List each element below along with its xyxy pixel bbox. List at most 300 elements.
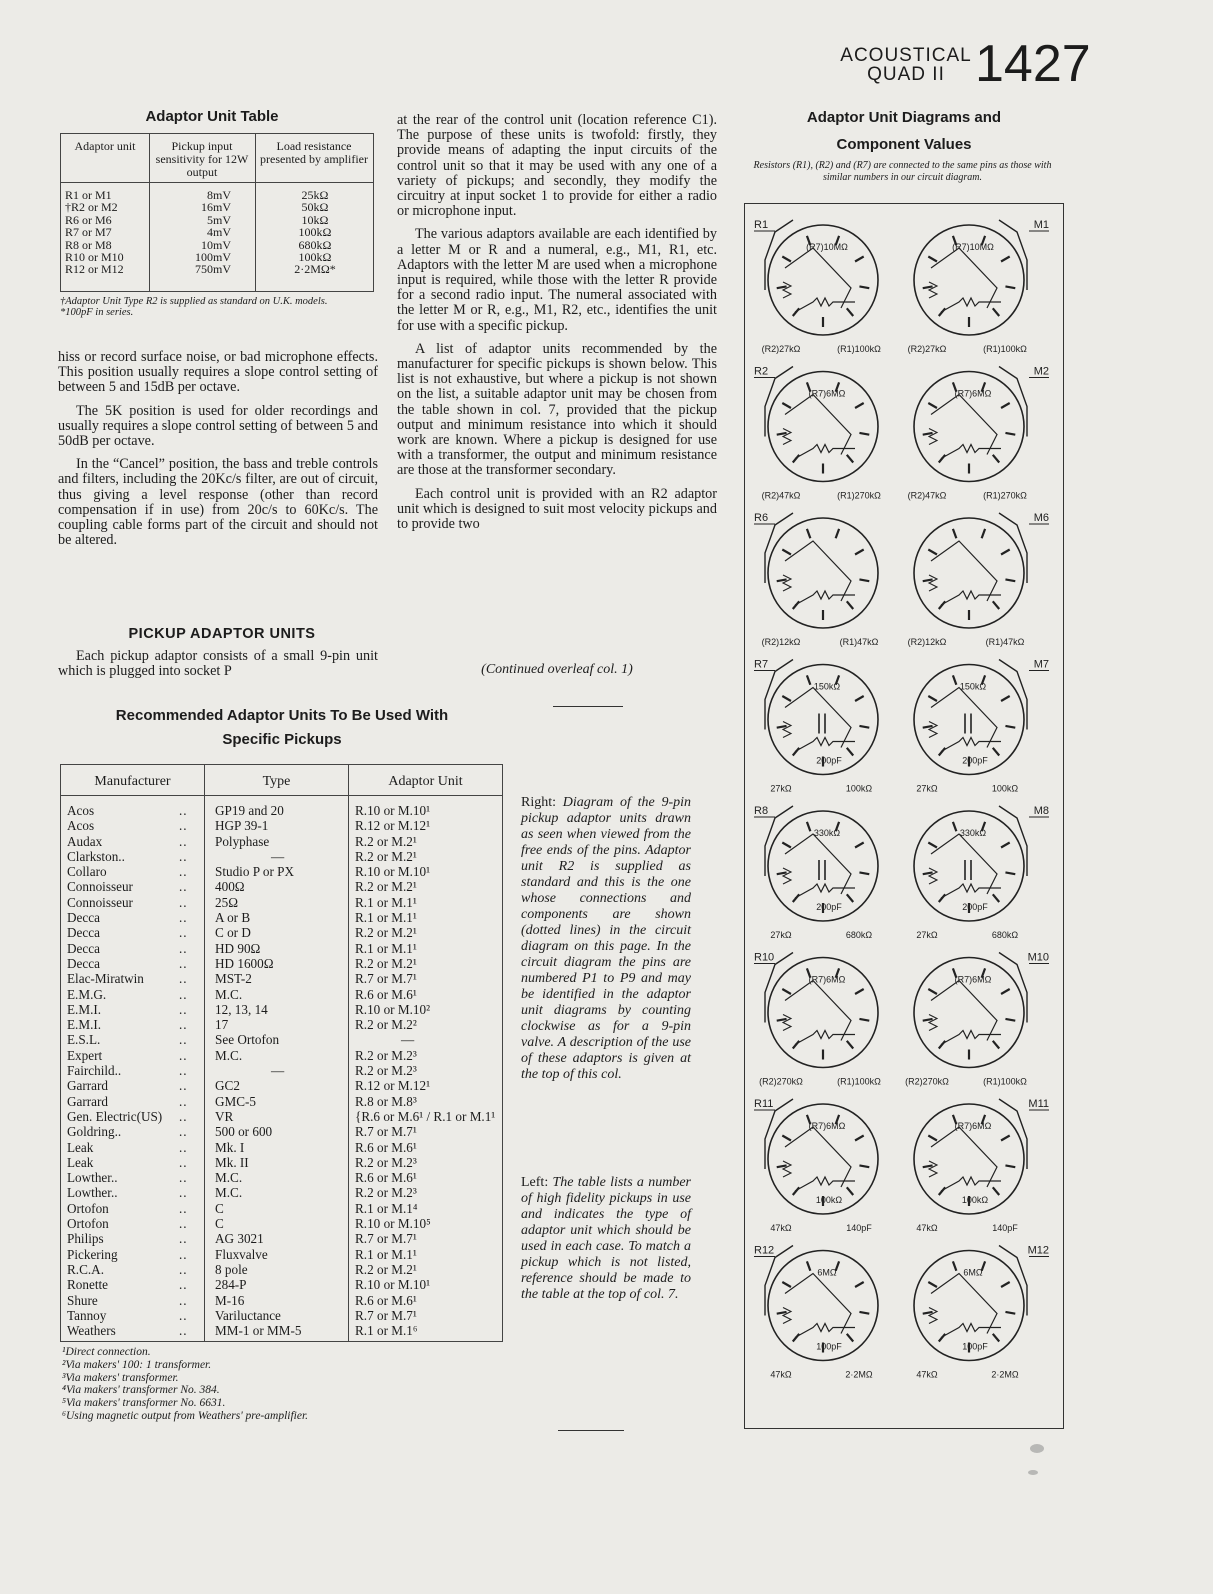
adaptor-pin bbox=[1005, 1312, 1015, 1314]
leader-dots: .. bbox=[179, 818, 188, 834]
adaptor-pin bbox=[939, 601, 945, 609]
table-row bbox=[61, 987, 502, 1002]
table-cell: R.2 or M.2³ bbox=[355, 1047, 417, 1063]
table-row bbox=[61, 941, 502, 956]
paragraph: Each pickup adaptor consists of a small 9-pin unit which is plugged into socket P bbox=[58, 648, 378, 680]
resistor-symbol bbox=[941, 738, 1001, 752]
table-cell: M.C. bbox=[215, 1185, 243, 1201]
component-value: (R1)270kΩ bbox=[983, 490, 1027, 501]
component-value: (R1)100kΩ bbox=[983, 1076, 1027, 1087]
leader-dots: .. bbox=[179, 1124, 188, 1140]
table-cell: 680kΩ bbox=[298, 237, 332, 252]
table-cell: 16mV bbox=[201, 200, 231, 215]
table-row bbox=[61, 956, 502, 971]
diagram-stroke bbox=[999, 660, 1027, 730]
component-value: 27kΩ bbox=[916, 783, 938, 794]
component-value: (R2)12kΩ bbox=[907, 637, 947, 647]
table-cell: HGP 39-1 bbox=[215, 818, 269, 834]
caption-right bbox=[521, 795, 691, 1083]
paragraph: Each control unit is provided with an R2 adaptor unit which is designed to suit most velocity pickups and to provide two bbox=[397, 485, 717, 533]
table-cell: R.1 or M.1⁴ bbox=[355, 1200, 418, 1216]
table-cell: R.8 or M.8³ bbox=[355, 1093, 417, 1109]
component-value: (R1)47kΩ bbox=[839, 637, 879, 647]
adaptor-pin bbox=[928, 1136, 937, 1141]
adaptor-pin bbox=[836, 529, 839, 538]
table-cell: Leak bbox=[67, 1154, 94, 1170]
adaptor-pin bbox=[939, 1334, 945, 1342]
recommended-table-title bbox=[62, 704, 502, 752]
adaptor-pin bbox=[939, 455, 945, 463]
footnote: ¹Direct connection. bbox=[62, 1346, 151, 1358]
adaptor-pin bbox=[793, 308, 799, 316]
adaptor-pin bbox=[923, 872, 933, 874]
resistor-symbol bbox=[795, 298, 855, 312]
table-cell: VR bbox=[215, 1108, 234, 1124]
adaptor-pin bbox=[782, 403, 791, 408]
table-row bbox=[61, 818, 502, 833]
adaptor-pin bbox=[855, 257, 864, 262]
leader-dots: .. bbox=[179, 1170, 188, 1186]
diagram-stroke bbox=[999, 1099, 1027, 1169]
table-row bbox=[61, 895, 502, 910]
leader-dots: .. bbox=[179, 1292, 188, 1308]
component-value: 140pF bbox=[846, 1223, 872, 1233]
adaptor-pin bbox=[807, 1261, 810, 1270]
column-1-text bbox=[58, 350, 378, 556]
component-value: (R7)6MΩ bbox=[954, 1121, 992, 1131]
leader-dots: .. bbox=[179, 1001, 188, 1017]
component-value: 47kΩ bbox=[770, 1223, 792, 1233]
table-cell: R.6 or M.6¹ bbox=[355, 1139, 417, 1155]
table-cell: 2·2MΩ* bbox=[294, 262, 336, 277]
resistor-symbol bbox=[783, 1308, 791, 1324]
table-row bbox=[61, 1032, 502, 1047]
component-value: (R2)47kΩ bbox=[907, 490, 947, 501]
title-line: Recommended Adaptor Units To Be Used With bbox=[115, 707, 449, 724]
diagrams-title bbox=[744, 104, 1064, 158]
divider bbox=[553, 706, 623, 707]
table-cell: Lowther.. bbox=[67, 1185, 118, 1201]
table-cell: GC2 bbox=[215, 1078, 240, 1094]
adaptor-pin bbox=[859, 286, 869, 288]
adaptor-pin bbox=[847, 1041, 853, 1049]
table-cell: R.7 or M.7¹ bbox=[355, 1307, 417, 1323]
table-cell: E.M.I. bbox=[67, 1017, 102, 1033]
table-cell: 17 bbox=[215, 1017, 229, 1033]
leader-dots: .. bbox=[179, 803, 188, 818]
component-value: 330kΩ bbox=[813, 828, 841, 838]
component-value: 100kΩ bbox=[815, 1195, 843, 1205]
leader-dots: .. bbox=[179, 894, 188, 910]
leader-dots: .. bbox=[179, 1323, 188, 1339]
adaptor-pin bbox=[1001, 550, 1010, 555]
table-cell: M.C. bbox=[215, 986, 243, 1002]
adaptor-pin bbox=[793, 1041, 799, 1049]
component-value: (R7)6MΩ bbox=[808, 388, 846, 399]
diagram-unit-label: M6 bbox=[1033, 512, 1049, 524]
adaptor-pin bbox=[782, 1136, 791, 1141]
adaptor-pin bbox=[923, 1312, 933, 1314]
adaptor-pin bbox=[939, 1187, 945, 1195]
adaptor-pin bbox=[793, 748, 799, 756]
component-value: 47kΩ bbox=[770, 1369, 792, 1380]
diagram-stroke bbox=[999, 220, 1027, 290]
table-cell: 750mV bbox=[195, 262, 231, 277]
paragraph: at the rear of the control unit (location reference C1). The purpose of these units is twofold: firstly, they provide means of adapting the input circuits of the control unit so that it may be used with any one of a variety of pickups; and secondly, they modify the circuitry at input socket 1 to provide for either a radio or microphone input. bbox=[397, 112, 717, 220]
adaptor-pin bbox=[928, 550, 937, 555]
adaptor-pin bbox=[859, 872, 869, 874]
table-cell: Mk. II bbox=[215, 1154, 249, 1170]
adaptor-pin bbox=[1001, 257, 1010, 262]
adaptor-pin bbox=[855, 696, 864, 701]
table-cell: E.S.L. bbox=[67, 1032, 101, 1048]
table-row bbox=[61, 1323, 502, 1338]
adaptor-pin bbox=[928, 257, 937, 262]
leader-dots: .. bbox=[179, 1017, 188, 1033]
table-cell: C or D bbox=[215, 925, 251, 941]
adaptor-pin bbox=[1001, 403, 1010, 408]
table-cell: Connoisseur bbox=[67, 894, 133, 910]
component-value: (R2)27kΩ bbox=[907, 344, 947, 354]
adaptor-pin bbox=[1005, 1165, 1015, 1167]
table-cell: R.10 or M.10¹ bbox=[355, 803, 431, 818]
diagram-stroke bbox=[999, 367, 1027, 437]
table-cell: Expert bbox=[67, 1047, 103, 1063]
adaptor-pin bbox=[782, 550, 791, 555]
adaptor-pin bbox=[847, 1334, 853, 1342]
adaptor-pin bbox=[928, 403, 937, 408]
diagram-unit-label: R11 bbox=[754, 1098, 774, 1110]
table-cell: 50kΩ bbox=[301, 200, 329, 215]
component-value: 200pF bbox=[816, 902, 842, 912]
table-row bbox=[61, 1017, 502, 1032]
component-value: (R7)6MΩ bbox=[954, 974, 992, 985]
table-row bbox=[61, 1277, 502, 1292]
table-cell: Polyphase bbox=[215, 833, 270, 849]
table-cell: Decca bbox=[67, 925, 100, 941]
table-cell: †R2 or M2 bbox=[65, 200, 118, 215]
paragraph: A list of adaptor units recommended by the manufacturer for specific pickups is shown below. This list is not exhaustive, but where a pickup is not shown on the list, a suitable adaptor unit may be chosen from the table shown in col. 7, provided that the pickup output and minimum resistance into which it should work are known. Where a pickup is designed for use with a transformer, the output and minimum resistance are those at the transformer secondary. bbox=[397, 340, 717, 479]
table-note: *100pF in series. bbox=[60, 307, 134, 318]
table-cell: R.6 or M.6¹ bbox=[355, 1170, 417, 1186]
component-value: 150kΩ bbox=[959, 681, 987, 692]
adaptor-pin bbox=[793, 455, 799, 463]
diagram-unit-label: R10 bbox=[754, 951, 775, 964]
table-cell: HD 1600Ω bbox=[215, 955, 274, 971]
resistor-symbol bbox=[795, 738, 855, 752]
table-cell: R7 or M7 bbox=[65, 225, 112, 240]
adaptor-pin bbox=[782, 696, 791, 701]
table-cell: Ortofon bbox=[67, 1200, 109, 1216]
table-cell: R8 or M8 bbox=[65, 237, 112, 252]
table-note: †Adaptor Unit Type R2 is supplied as standard on U.K. models. bbox=[60, 296, 328, 307]
component-value: 27kΩ bbox=[916, 930, 938, 940]
adaptor-pin bbox=[939, 748, 945, 756]
page-number: 1427 bbox=[975, 35, 1091, 93]
table-row bbox=[61, 1293, 502, 1308]
adaptor-pin bbox=[993, 748, 999, 756]
table-row bbox=[61, 1201, 502, 1216]
adaptor-pin bbox=[993, 601, 999, 609]
diagram-stroke bbox=[999, 806, 1027, 876]
adaptor-pin bbox=[777, 1165, 787, 1167]
table-cell: Decca bbox=[67, 910, 100, 926]
table-row bbox=[61, 1048, 502, 1063]
diagram-unit-label: R1 bbox=[754, 219, 769, 231]
component-value: (R2)47kΩ bbox=[761, 490, 801, 501]
resistor-symbol bbox=[941, 884, 1001, 898]
adaptor-pin bbox=[928, 989, 937, 994]
table-cell: HD 90Ω bbox=[215, 940, 261, 956]
leader-dots: .. bbox=[179, 1047, 188, 1063]
resistor-symbol bbox=[783, 429, 791, 445]
component-value: (R7)6MΩ bbox=[808, 974, 846, 985]
table-cell: R.10 or M.10² bbox=[355, 1001, 431, 1017]
adaptor-pin bbox=[847, 601, 853, 609]
adaptor-pin bbox=[777, 286, 787, 288]
table-row bbox=[61, 1216, 502, 1231]
adaptor-pin bbox=[859, 579, 869, 581]
component-value: 47kΩ bbox=[916, 1369, 938, 1380]
table-column-load bbox=[275, 189, 355, 276]
diagram-unit-label: M8 bbox=[1033, 805, 1049, 817]
leader-dots: .. bbox=[179, 925, 188, 941]
leader-dots: .. bbox=[179, 833, 188, 849]
resistor-symbol bbox=[941, 445, 1001, 459]
adaptor-pin bbox=[793, 1187, 799, 1195]
table-row bbox=[61, 910, 502, 925]
leader-dots: .. bbox=[179, 1032, 188, 1048]
leader-dots: .. bbox=[179, 879, 188, 895]
table-row bbox=[61, 1078, 502, 1093]
resistor-symbol bbox=[929, 575, 937, 591]
adaptor-pin bbox=[777, 433, 787, 435]
table-cell: M-16 bbox=[215, 1292, 245, 1308]
component-value: 330kΩ bbox=[959, 828, 987, 838]
resistor-symbol bbox=[929, 1161, 937, 1177]
component-value: (R1)100kΩ bbox=[837, 344, 881, 354]
table-cell: Garrard bbox=[67, 1093, 108, 1109]
table-cell: Decca bbox=[67, 940, 100, 956]
component-value: 2·2MΩ bbox=[845, 1369, 873, 1380]
component-value: 200pF bbox=[962, 902, 988, 912]
adaptor-pin bbox=[807, 529, 810, 538]
resistor-symbol bbox=[941, 1324, 1001, 1338]
component-value: 680kΩ bbox=[991, 930, 1019, 940]
diagrams-frame bbox=[744, 203, 1064, 1429]
paragraph: The various adaptors available are each identified by a letter M or R and a numeral, e.g., M1, R1, etc. Adaptors with the letter M are used when a microphone input is required, while those with the letter R provide for a second radio input. The numeral associated with the letter M or R, e.g., M1, R2, etc., identifies the unit for use with a specific pickup. bbox=[397, 226, 717, 334]
diagram-stroke bbox=[999, 953, 1027, 1023]
table-header-adaptor-unit: Adaptor Unit bbox=[388, 774, 463, 789]
table-cell: C bbox=[215, 1216, 224, 1232]
table-cell: R.10 or M.10⁵ bbox=[355, 1216, 431, 1232]
adaptor-pin bbox=[953, 529, 956, 538]
footnote: ⁴Via makers' transformer No. 384. bbox=[62, 1384, 220, 1397]
component-value: 6MΩ bbox=[963, 1267, 983, 1278]
table-cell: Mk. I bbox=[215, 1139, 245, 1155]
resistor-symbol bbox=[929, 868, 937, 884]
diagram-stroke bbox=[999, 513, 1027, 583]
adaptor-diagrams bbox=[745, 204, 1063, 1428]
resistor-symbol bbox=[795, 1031, 855, 1045]
resistor-symbol bbox=[795, 1177, 855, 1191]
component-value: 100kΩ bbox=[991, 783, 1019, 794]
adaptor-pin bbox=[1005, 286, 1015, 288]
leader-dots: .. bbox=[179, 940, 188, 956]
table-cell: E.M.I. bbox=[67, 1001, 102, 1017]
table-cell: R.10 or M.10¹ bbox=[355, 864, 431, 880]
caption-left bbox=[521, 1175, 691, 1303]
adaptor-pin bbox=[847, 308, 853, 316]
resistor-symbol bbox=[929, 722, 937, 738]
table-cell: Garrard bbox=[67, 1078, 108, 1094]
adaptor-pin bbox=[939, 894, 945, 902]
diagram-unit-label: M7 bbox=[1033, 658, 1049, 671]
adaptor-pin bbox=[782, 1282, 791, 1287]
diagrams-subtitle: Resistors (R1), (R2) and (R7) are connected to the same pins as those with similar numbers in our circuit diagram. bbox=[753, 160, 1052, 183]
adaptor-pin bbox=[928, 843, 937, 848]
table-cell: — bbox=[271, 1063, 285, 1079]
resistor-symbol bbox=[783, 1161, 791, 1177]
table-cell: M.C. bbox=[215, 1170, 243, 1186]
resistor-symbol bbox=[795, 1324, 855, 1338]
table-cell: 284-P bbox=[215, 1277, 247, 1293]
adaptor-pin bbox=[782, 989, 791, 994]
leader-dots: .. bbox=[179, 1307, 188, 1323]
table-row bbox=[61, 1140, 502, 1155]
column-2-text bbox=[397, 113, 717, 540]
component-value: 2·2MΩ bbox=[991, 1369, 1019, 1380]
component-value: 100pF bbox=[962, 1341, 988, 1352]
adaptor-pin bbox=[923, 1165, 933, 1167]
table-row bbox=[61, 834, 502, 849]
adaptor-pin bbox=[1005, 1019, 1015, 1021]
resistor-symbol bbox=[941, 298, 1001, 312]
table-cell: Acos bbox=[67, 803, 95, 818]
table-header-sensitivity: Pickup input sensitivity for 12W output bbox=[155, 139, 249, 179]
leader-dots: .. bbox=[179, 848, 188, 864]
diagram-stroke bbox=[999, 1246, 1027, 1316]
leader-dots: .. bbox=[179, 955, 188, 971]
table-cell: C bbox=[215, 1200, 224, 1216]
table-cell: Lowther.. bbox=[67, 1170, 118, 1186]
adaptor-pin bbox=[777, 579, 787, 581]
adaptor-pin bbox=[923, 1019, 933, 1021]
table-cell: R.12 or M.12¹ bbox=[355, 1078, 431, 1094]
diagram-unit-label: M11 bbox=[1028, 1098, 1049, 1110]
table-cell: 8mV bbox=[207, 188, 231, 202]
table-cell: Decca bbox=[67, 955, 100, 971]
table-cell: MM-1 or MM-5 bbox=[215, 1323, 302, 1339]
component-value: (R2)27kΩ bbox=[761, 344, 801, 354]
table-cell: R.1 or M.1¹ bbox=[355, 940, 417, 956]
adaptor-unit-table bbox=[60, 133, 374, 292]
table-cell: GMC-5 bbox=[215, 1093, 257, 1109]
scan-speck bbox=[1028, 1470, 1038, 1475]
adaptor-pin bbox=[859, 1312, 869, 1314]
adaptor-pin bbox=[1001, 1136, 1010, 1141]
table-cell: 500 or 600 bbox=[215, 1124, 273, 1140]
adaptor-pin bbox=[993, 894, 999, 902]
caption-text: Diagram of the 9-pin pickup adaptor units drawn as seen when viewed from the free ends of the pins. Adaptor unit R2 is supplied as standard and this is the one whose connections and components are shown (dotted lines) in the circuit diagram on this page. In the circuit diagram the pins are numbered P1 to P9 and may be identified in the adaptor unit diagrams by counting clockwise as for a 9-pin valve. A description of the use of these adaptors is given at the top of this col. bbox=[521, 795, 691, 1082]
component-value: 100pF bbox=[816, 1341, 842, 1352]
table-cell: Fluxvalve bbox=[215, 1246, 268, 1262]
leader-dots: .. bbox=[179, 1139, 188, 1155]
table-cell: M.C. bbox=[215, 1047, 243, 1063]
component-value: 100kΩ bbox=[961, 1195, 989, 1205]
table-row bbox=[61, 1063, 502, 1078]
adaptor-pin bbox=[1001, 1282, 1010, 1287]
leader-dots: .. bbox=[179, 986, 188, 1002]
table-cell: Clarkston.. bbox=[67, 848, 125, 864]
leader-dots: .. bbox=[179, 1277, 188, 1293]
continued-note: (Continued overleaf col. 1) bbox=[481, 662, 633, 677]
table-cell: 4mV bbox=[207, 225, 231, 240]
diagram-unit-label: R7 bbox=[754, 658, 769, 671]
table-cell: Gen. Electric(US) bbox=[67, 1108, 163, 1124]
resistor-symbol bbox=[783, 1015, 791, 1031]
adaptor-pin bbox=[923, 286, 933, 288]
adaptor-pin bbox=[855, 403, 864, 408]
table-cell: Variluctance bbox=[215, 1307, 281, 1323]
table-row bbox=[61, 864, 502, 879]
caption-text: The table lists a number of high fidelity pickups in use and indicates the type of adaptor unit which should be used in each case. To match a pickup which is not listed, reference should be made to the table at the top of col. 7. bbox=[521, 1175, 691, 1302]
caption-lead: Left: bbox=[521, 1175, 549, 1190]
component-value: 200pF bbox=[816, 755, 842, 766]
brand-name: ACOUSTICAL QUAD II bbox=[840, 45, 972, 85]
adaptor-pin bbox=[993, 308, 999, 316]
adaptor-pin bbox=[855, 1282, 864, 1287]
adaptor-pin bbox=[855, 989, 864, 994]
adaptor-pin bbox=[782, 257, 791, 262]
footnote: ⁵Via makers' transformer No. 6631. bbox=[62, 1397, 226, 1410]
adaptor-pin bbox=[777, 1312, 787, 1314]
paragraph: The 5K position is used for older recordings and usually requires a slope control setting of between 5 and 50dB per octave. bbox=[58, 402, 378, 450]
table-cell: Ronette bbox=[67, 1277, 109, 1293]
table-row bbox=[61, 1002, 502, 1017]
adaptor-pin bbox=[993, 1187, 999, 1195]
adaptor-pin bbox=[777, 726, 787, 728]
adaptor-pin bbox=[1001, 696, 1010, 701]
table-cell: A or B bbox=[215, 910, 251, 926]
resistor-symbol bbox=[783, 868, 791, 884]
component-value: 6MΩ bbox=[817, 1267, 837, 1278]
table-cell: Philips bbox=[67, 1231, 104, 1247]
table-row bbox=[61, 1262, 502, 1277]
leader-dots: .. bbox=[179, 1078, 188, 1094]
table-row bbox=[61, 1170, 502, 1185]
table-cell: 10kΩ bbox=[301, 212, 329, 227]
resistor-symbol bbox=[795, 445, 855, 459]
table-cell: Connoisseur bbox=[67, 879, 133, 895]
adaptor-pin bbox=[777, 1019, 787, 1021]
table-cell: Ortofon bbox=[67, 1216, 109, 1232]
table-cell: R.2 or M.2¹ bbox=[355, 879, 417, 895]
adaptor-pin bbox=[1001, 843, 1010, 848]
table-cell: See Ortofon bbox=[215, 1032, 280, 1048]
table-cell: Leak bbox=[67, 1139, 94, 1155]
table-cell: R.2 or M.2¹ bbox=[355, 955, 417, 971]
table-row bbox=[61, 803, 502, 818]
leader-dots: .. bbox=[179, 1246, 188, 1262]
table-cell: 100mV bbox=[195, 250, 231, 265]
table-header-load: Load resistance presented by amplifier bbox=[260, 139, 368, 166]
caption-lead: Right: bbox=[521, 795, 557, 810]
table-cell: R.1 or M.1¹ bbox=[355, 1246, 417, 1262]
diagram-unit-label: M10 bbox=[1027, 951, 1049, 964]
resistor-symbol bbox=[929, 282, 937, 298]
footnote: ²Via makers' 100: 1 transformer. bbox=[62, 1358, 212, 1371]
